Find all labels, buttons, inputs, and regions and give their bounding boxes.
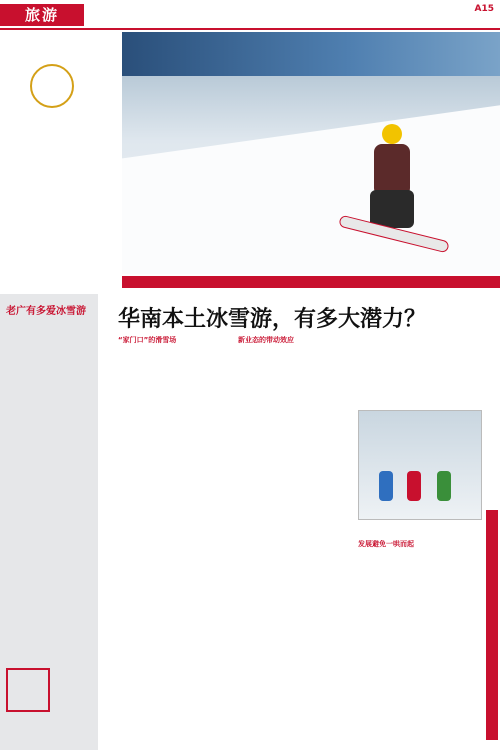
helmet-icon <box>382 124 402 144</box>
article-column-a <box>118 336 228 746</box>
header-rule <box>0 28 500 30</box>
section-tab: 旅游 <box>0 4 84 26</box>
rider-legs <box>370 190 414 228</box>
column-logo-frame <box>6 668 50 712</box>
subhead-b: 新业态的带动效应 <box>238 336 294 344</box>
snowboarder-figure <box>362 124 426 244</box>
inset-photo <box>358 410 482 520</box>
child-figure <box>379 471 393 501</box>
article-column-b <box>238 336 348 746</box>
subhead-c: 发展避免一哄而起 <box>358 540 414 548</box>
page-header <box>0 0 500 30</box>
subhead-a: “家门口”的滑雪场 <box>118 336 177 344</box>
lead-photo <box>122 32 500 274</box>
article-headline: 华南本土冰雪游，有多大潜力？ <box>118 307 427 332</box>
rider-torso <box>374 144 410 196</box>
vertical-strip <box>486 510 498 740</box>
masthead-info <box>471 4 495 14</box>
column-logo <box>6 668 50 712</box>
photo-banner <box>122 32 500 76</box>
page-number: A15 <box>474 4 494 14</box>
kicker-badge <box>30 64 74 108</box>
child-figure <box>437 471 451 501</box>
sidebar-title: 老广有多爱冰雪游 <box>6 306 86 317</box>
child-figure <box>407 471 421 501</box>
photo-caption-bar <box>122 276 500 288</box>
article-column-c-lower <box>358 540 482 746</box>
intro-column <box>0 32 118 290</box>
